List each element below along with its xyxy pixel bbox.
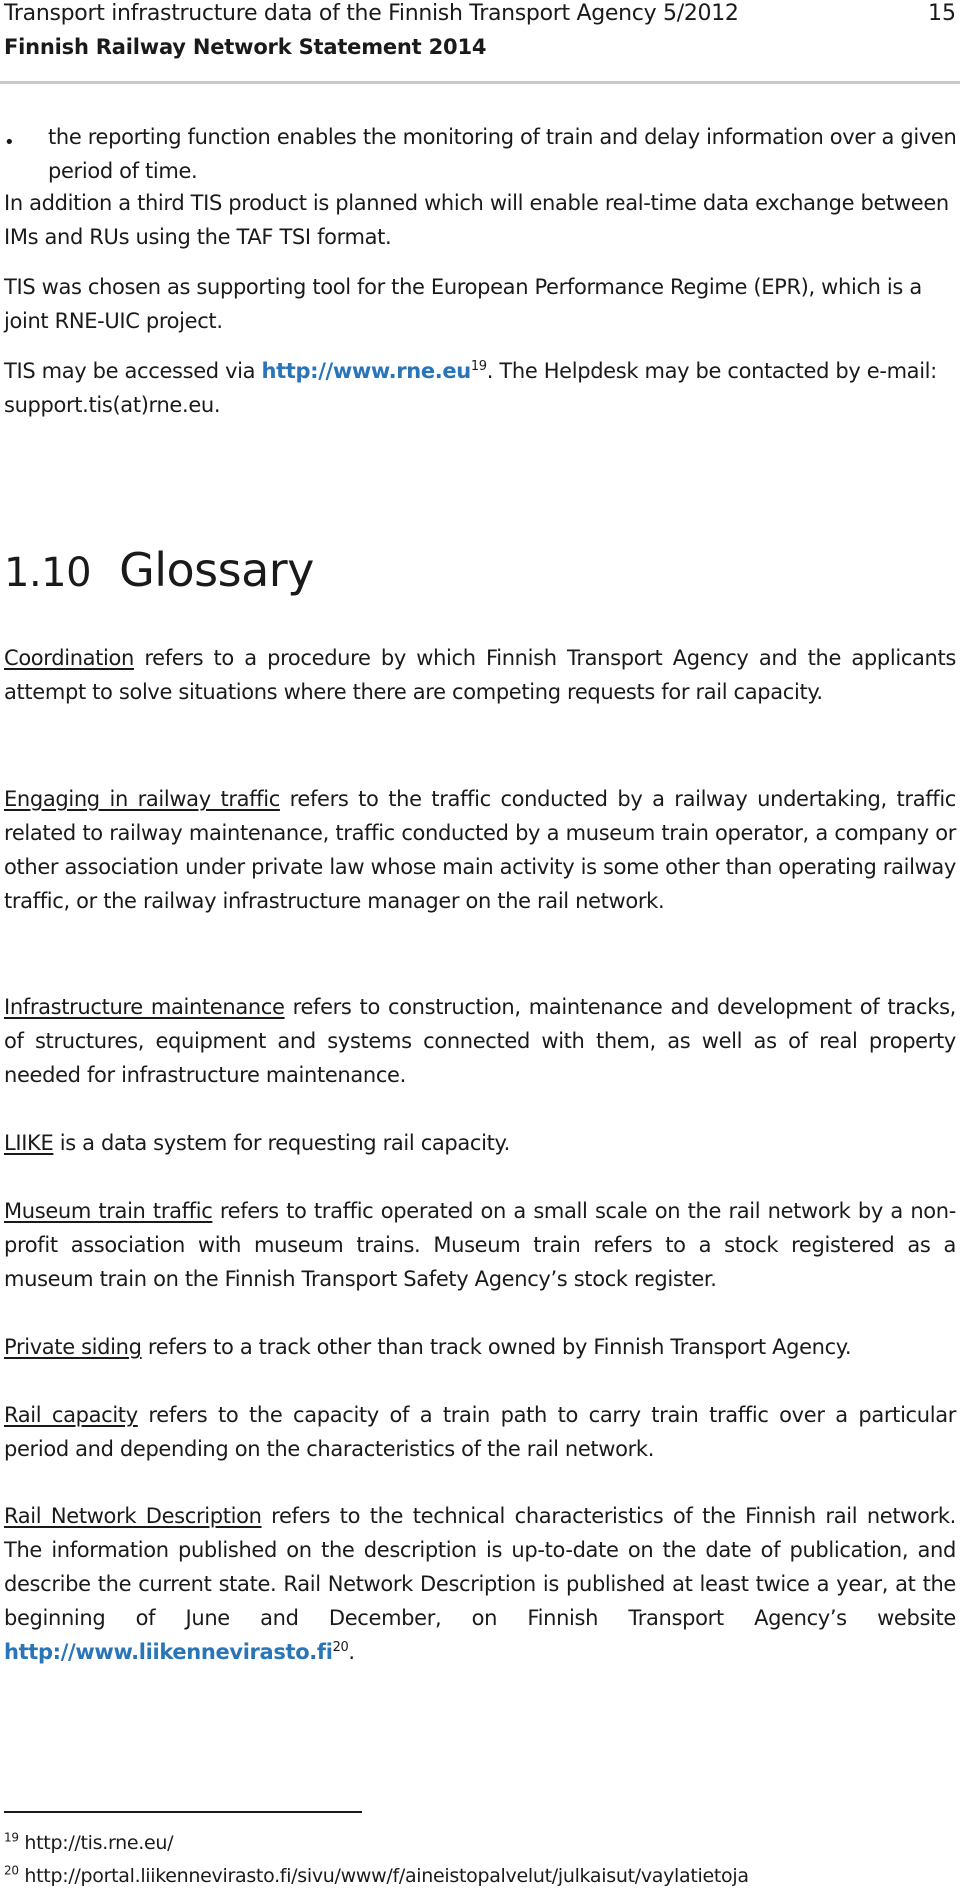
glossary-definition: refers to the traffic conducted by a railway undertaking, traffic related to railway maintenance, traffic conducted by a museum train operator, a company or other association under private law whose main activity is some other than operating railway traffic, or the railway infrastructure manager on the rail network.: [4, 787, 956, 913]
rne-link[interactable]: http://www.rne.eu: [261, 359, 471, 383]
footnote-number: 20: [4, 1863, 19, 1878]
glossary-entry: [4, 1330, 956, 1364]
section-heading: [4, 540, 314, 603]
footnote-text: http://tis.rne.eu/: [18, 1832, 174, 1854]
glossary-definition: is a data system for requesting rail capacity.: [53, 1131, 510, 1155]
glossary-entry: [4, 641, 956, 709]
glossary-definition: refers to a procedure by which Finnish Transport Agency and the applicants attempt to solve situations where there are competing requests for rail capacity.: [4, 646, 956, 704]
glossary-term: Infrastructure maintenance: [4, 995, 285, 1019]
access-prefix: TIS may be accessed via: [4, 359, 262, 383]
header-publication-title: Transport infrastructure data of the Finnish Transport Agency 5/2012: [4, 1, 739, 26]
bullet-icon: •: [4, 132, 15, 153]
paragraph-third-product: In addition a third TIS product is planned which will enable real-time data exchange between IMs and RUs using the TAF TSI format.: [4, 191, 949, 249]
glossary-entry: [4, 1499, 956, 1669]
header-divider: [0, 81, 960, 84]
glossary-definition: refers to the technical characteristics of the Finnish rail network. The information published on the description is up-to-date on the date of publication, and describe the current state. Rail Network Description is published at least twice a year, at the beginning of June and December, on Finnish Transport Agency’s website: [4, 1504, 956, 1630]
footnote-ref-19[interactable]: 19: [470, 359, 487, 374]
glossary-term: Engaging in railway traffic: [4, 787, 280, 811]
glossary-entry: [4, 1398, 956, 1466]
glossary-definition-end: .: [348, 1640, 355, 1664]
glossary-term: Private siding: [4, 1335, 142, 1359]
glossary-term: Museum train traffic: [4, 1199, 213, 1223]
footnote-divider: [4, 1811, 362, 1813]
section-number: 1.10: [4, 550, 92, 596]
footnote-20: [4, 1863, 749, 1889]
access-suffix: . The Helpdesk may be contacted by e-mail: support.tis(at)rne.eu.: [4, 359, 937, 417]
glossary-entry: [4, 1194, 956, 1296]
glossary-entry: [4, 990, 956, 1092]
glossary-term: Rail Network Description: [4, 1504, 262, 1528]
bullet-item-reporting: the reporting function enables the monitoring of train and delay information over a given period of time.: [48, 125, 957, 183]
glossary-term: LIIKE: [4, 1131, 54, 1155]
paragraph-tis-access: [4, 354, 956, 422]
glossary-term: Rail capacity: [4, 1403, 138, 1427]
header-document-title: Finnish Railway Network Statement 2014: [4, 35, 487, 59]
glossary-entry: [4, 1126, 956, 1160]
footnote-text: http://portal.liikennevirasto.fi/sivu/www/f/aineistopalvelut/julkaisut/vaylatietoja: [18, 1865, 749, 1887]
glossary-definition: refers to the capacity of a train path to carry train traffic over a particular period and depending on the characteristics of the rail network.: [4, 1403, 956, 1461]
section-title: Glossary: [119, 543, 314, 597]
liikennevirasto-link[interactable]: http://www.liikennevirasto.fi: [4, 1640, 333, 1664]
glossary-definition: refers to traffic operated on a small scale on the rail network by a non-profit association with museum trains. Museum train refers to a stock registered as a museum train on the Finnish Transport Safety Agency’s stock register.: [4, 1199, 956, 1291]
paragraph-epr: TIS was chosen as supporting tool for the European Performance Regime (EPR), which is a joint RNE-UIC project.: [4, 275, 922, 333]
footnote-19: [4, 1830, 173, 1856]
footnote-ref-20[interactable]: 20: [332, 1640, 349, 1655]
glossary-definition: refers to construction, maintenance and development of tracks, of structures, equipment and systems connected with them, as well as of real property needed for infrastructure maintenance.: [4, 995, 956, 1087]
page-number: 15: [928, 1, 956, 26]
glossary-definition: refers to a track other than track owned by Finnish Transport Agency.: [141, 1335, 852, 1359]
glossary-entry: [4, 782, 956, 918]
glossary-term: Coordination: [4, 646, 134, 670]
footnote-number: 19: [4, 1830, 19, 1845]
